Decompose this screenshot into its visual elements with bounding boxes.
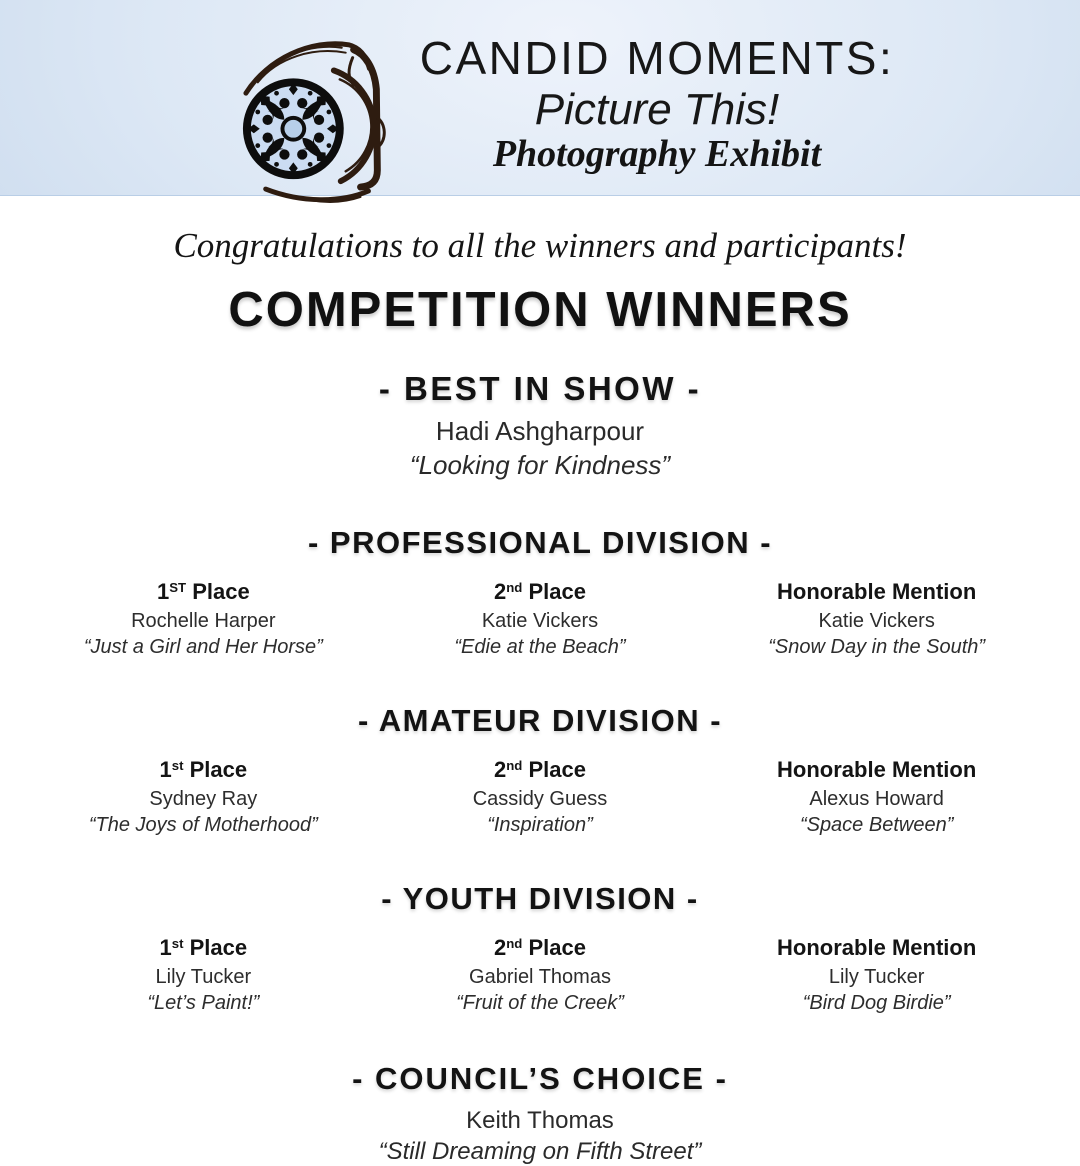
header-band bbox=[0, 0, 1080, 196]
winner-work-title: “Edie at the Beach” bbox=[454, 636, 626, 658]
award-second-place bbox=[372, 935, 709, 1015]
exhibit-title-line2: Picture This! bbox=[534, 84, 780, 134]
award-honorable-mention bbox=[708, 579, 1045, 659]
header-inner bbox=[238, 0, 895, 194]
award-honorable-mention bbox=[708, 935, 1045, 1015]
award-first-place bbox=[35, 935, 372, 1015]
winner-name: Alexus Howard bbox=[809, 788, 944, 810]
winner-name: Hadi Ashgharpour bbox=[435, 416, 645, 446]
exhibit-title-line1: CANDID MOMENTS: bbox=[419, 32, 895, 84]
award-grid bbox=[35, 579, 1045, 659]
award-place-label: 2nd Place bbox=[494, 579, 586, 604]
winner-name: Rochelle Harper bbox=[131, 610, 276, 632]
award-place-label: 2nd Place bbox=[494, 935, 586, 960]
section-professional-division bbox=[0, 525, 1080, 659]
award-grid bbox=[35, 935, 1045, 1015]
section-councils-choice bbox=[0, 1061, 1080, 1166]
award-place-label: 2nd Place bbox=[494, 757, 586, 782]
winner-work-title: “Just a Girl and Her Horse” bbox=[83, 636, 323, 658]
award-place-label: 1st Place bbox=[159, 757, 248, 782]
award-place-label: 1st Place bbox=[159, 935, 248, 960]
winner-name: Cassidy Guess bbox=[472, 788, 608, 810]
award-first-place bbox=[35, 757, 372, 837]
award-place-label: Honorable Mention bbox=[777, 757, 977, 782]
winner-work-title: “Still Dreaming on Fifth Street” bbox=[378, 1138, 702, 1165]
section-amateur-division bbox=[0, 703, 1080, 837]
congratulations-text: Congratulations to all the winners and participants! bbox=[173, 226, 907, 265]
section-youth-division bbox=[0, 881, 1080, 1015]
award-place-label: 1ST Place bbox=[156, 579, 250, 604]
winner-work-title: “Bird Dog Birdie” bbox=[802, 992, 951, 1014]
winner-work-title: “Inspiration” bbox=[487, 814, 593, 836]
award-place-label: Honorable Mention bbox=[777, 935, 977, 960]
winner-name: Lily Tucker bbox=[828, 966, 925, 988]
award-honorable-mention bbox=[708, 757, 1045, 837]
page-title: COMPETITION WINNERS bbox=[228, 283, 852, 337]
exhibit-title-line3: Photography Exhibit bbox=[492, 133, 822, 176]
division-heading: - YOUTH DIVISION - bbox=[381, 881, 699, 916]
winner-work-title: “Let’s Paint!” bbox=[147, 992, 260, 1014]
award-first-place bbox=[35, 579, 372, 659]
camera-logo-icon bbox=[238, 26, 406, 194]
winner-work-title: “Snow Day in the South” bbox=[768, 636, 986, 658]
winner-name: Gabriel Thomas bbox=[469, 966, 611, 988]
winner-name: Katie Vickers bbox=[818, 610, 935, 632]
exhibit-title-block bbox=[420, 26, 895, 176]
winner-work-title: “Fruit of the Creek” bbox=[456, 992, 624, 1014]
division-heading: - PROFESSIONAL DIVISION - bbox=[307, 525, 773, 560]
award-grid bbox=[35, 757, 1045, 837]
winner-name: Lily Tucker bbox=[155, 966, 252, 988]
division-heading: - AMATEUR DIVISION - bbox=[357, 703, 723, 738]
section-best-in-show bbox=[0, 370, 1080, 481]
award-second-place bbox=[372, 579, 709, 659]
award-place-label: Honorable Mention bbox=[777, 579, 977, 604]
winner-name: Sydney Ray bbox=[149, 788, 258, 810]
winner-work-title: “The Joys of Motherhood” bbox=[88, 814, 318, 836]
winner-name: Keith Thomas bbox=[466, 1107, 614, 1134]
winner-work-title: “Space Between” bbox=[799, 814, 954, 836]
winner-name: Katie Vickers bbox=[481, 610, 599, 632]
councils-choice-heading: - COUNCIL’S CHOICE - bbox=[352, 1061, 728, 1096]
award-second-place bbox=[372, 757, 709, 837]
best-in-show-heading: - BEST IN SHOW - bbox=[378, 370, 702, 407]
winner-work-title: “Looking for Kindness” bbox=[409, 450, 671, 480]
